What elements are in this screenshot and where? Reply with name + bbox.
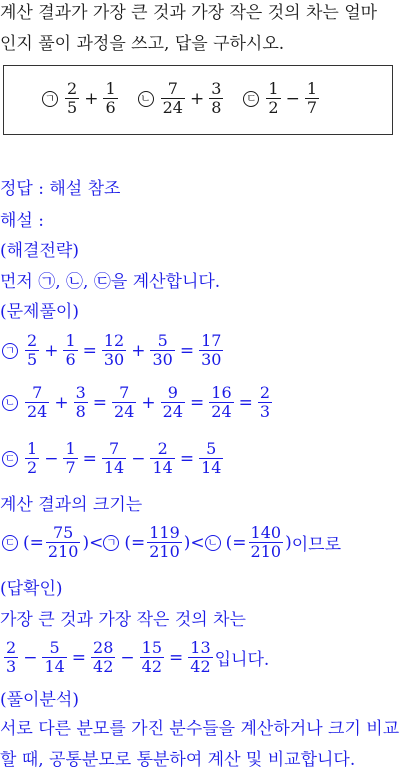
denominator: 6 [105, 98, 116, 117]
operator: + [44, 340, 59, 361]
fraction [25, 384, 49, 421]
denominator: 5 [67, 98, 78, 117]
size-text: 계산 결과의 크기는 [0, 495, 143, 515]
operator: + [131, 340, 146, 361]
operator: − [285, 88, 300, 109]
fraction [25, 440, 39, 477]
denominator: 3 [259, 402, 271, 421]
fraction [161, 80, 185, 117]
explain-label: 해설 : [0, 211, 44, 231]
analysis-heading: (풀이분석) [0, 690, 79, 710]
numerator: 28 [93, 638, 114, 657]
marker-icon: ㄴ [138, 91, 154, 107]
operator: = [179, 448, 195, 469]
analysis-line-1: 서로 다른 분모를 가진 분수들을 계산하거나 크기 비교 [0, 719, 400, 739]
fraction [65, 80, 79, 117]
fraction [199, 332, 223, 369]
numerator: 7 [167, 79, 178, 98]
operator: − [131, 448, 146, 469]
fraction [150, 332, 174, 369]
solve-heading: (문제풀이) [0, 302, 79, 322]
denominator: 210 [149, 542, 180, 561]
denominator: 24 [27, 402, 48, 421]
numerator: 2 [259, 383, 271, 402]
operator: + [189, 88, 205, 109]
marker-icon: ㄱ [103, 535, 119, 551]
numerator: 1 [306, 79, 318, 98]
marker-icon: ㄱ [2, 343, 18, 359]
operator: (= [124, 532, 146, 553]
fraction [209, 384, 233, 421]
operator: = [190, 392, 205, 413]
check-heading: (답확인) [0, 579, 63, 599]
numerator: 3 [211, 79, 222, 98]
operator: − [120, 647, 135, 668]
marker-icon: ㄴ [205, 535, 221, 551]
calc-row-b [2, 384, 274, 421]
operator: + [54, 392, 69, 413]
denominator: 24 [162, 98, 183, 117]
denominator: 210 [47, 542, 79, 561]
operator: = [92, 392, 108, 413]
numerator: 13 [190, 638, 211, 657]
operator: = [71, 647, 87, 668]
strategy-text: 먼저 ㉠, ㉡, ㉢을 계산합니다. [0, 272, 221, 292]
question-line-2: 인지 풀이 과정을 쓰고, 답을 구하시오. [0, 34, 285, 54]
numerator: 5 [49, 638, 60, 657]
calc-row-a [2, 332, 225, 369]
operator: )< [82, 532, 104, 553]
diff-row [2, 639, 269, 676]
operator: − [23, 647, 38, 668]
fraction [209, 80, 223, 117]
fraction [25, 332, 39, 369]
numerator: 1 [27, 439, 38, 458]
numerator: 2 [6, 638, 17, 657]
fraction [103, 80, 117, 117]
operator: (= [23, 532, 44, 553]
operator: = [179, 340, 195, 361]
numerator: 2 [67, 79, 78, 98]
denominator: 6 [65, 350, 76, 369]
fraction [305, 80, 319, 117]
operator: = [82, 448, 97, 469]
marker-icon: ㄷ [2, 535, 18, 551]
numerator: 12 [103, 331, 125, 350]
denominator: 8 [75, 402, 86, 421]
compare-suffix: 이므로 [291, 535, 342, 555]
numerator: 7 [119, 383, 130, 402]
operator: = [82, 340, 97, 361]
fraction [140, 639, 164, 676]
operator: − [44, 448, 59, 469]
operator: = [238, 392, 253, 413]
numerator: 1 [65, 331, 76, 350]
numerator: 119 [149, 523, 180, 542]
numerator: 1 [268, 79, 279, 98]
marker-icon: ㄱ [42, 91, 58, 107]
marker-icon: ㄷ [243, 91, 259, 107]
fraction [147, 524, 182, 561]
denominator: 14 [44, 657, 65, 676]
marker-icon: ㄴ [2, 395, 18, 411]
operator: (= [225, 532, 247, 553]
denominator: 24 [162, 402, 184, 421]
numerator: 7 [32, 383, 43, 402]
denominator: 3 [6, 657, 17, 676]
denominator: 7 [65, 458, 76, 477]
fraction [102, 332, 126, 369]
fraction [42, 639, 66, 676]
numerator: 140 [250, 523, 282, 542]
marker-icon: ㄷ [2, 451, 18, 467]
fraction [46, 524, 81, 561]
fraction [249, 524, 284, 561]
denominator: 30 [103, 350, 125, 369]
diff-suffix: 입니다. [214, 650, 270, 670]
numerator: 16 [211, 383, 232, 402]
question-line-1: 계산 결과가 가장 큰 것과 가장 작은 것의 차는 얼마 [0, 3, 378, 23]
operator: = [169, 647, 184, 668]
numerator: 5 [206, 439, 217, 458]
denominator: 42 [93, 657, 114, 676]
denominator: 7 [306, 98, 318, 117]
operator: )< [183, 532, 205, 553]
numerator: 2 [27, 331, 38, 350]
numerator: 5 [157, 331, 168, 350]
denominator: 210 [250, 542, 282, 561]
denominator: 42 [190, 657, 211, 676]
compare-row [2, 524, 341, 561]
denominator: 14 [152, 458, 173, 477]
strategy-heading: (해결전략) [0, 241, 79, 261]
numerator: 1 [65, 439, 76, 458]
denominator: 24 [114, 402, 135, 421]
fraction [266, 80, 280, 117]
denominator: 14 [103, 458, 125, 477]
fraction [112, 384, 136, 421]
denominator: 2 [268, 98, 279, 117]
fraction [4, 639, 18, 676]
operator: + [84, 88, 99, 109]
fraction [161, 384, 185, 421]
answer-label: 정답 : 해설 참조 [0, 179, 121, 199]
numerator: 7 [108, 439, 120, 458]
numerator: 1 [105, 79, 116, 98]
denominator: 2 [27, 458, 38, 477]
denominator: 14 [201, 458, 222, 477]
fraction [74, 384, 88, 421]
fraction [150, 440, 174, 477]
fraction [63, 440, 77, 477]
operator: + [141, 392, 156, 413]
fraction [91, 639, 115, 676]
denominator: 5 [27, 350, 38, 369]
numerator: 3 [75, 383, 86, 402]
numerator: 15 [141, 638, 163, 657]
numerator: 9 [167, 383, 178, 402]
check-text: 가장 큰 것과 가장 작은 것의 차는 [0, 610, 246, 630]
question-items [42, 80, 321, 117]
fraction [188, 639, 212, 676]
fraction [63, 332, 77, 369]
calc-row-c [2, 440, 225, 477]
numerator: 17 [201, 331, 222, 350]
denominator: 30 [152, 350, 173, 369]
operator: ) [285, 532, 292, 553]
denominator: 30 [201, 350, 222, 369]
denominator: 24 [211, 402, 232, 421]
numerator: 2 [157, 439, 168, 458]
fraction [258, 384, 272, 421]
question-box [3, 65, 393, 135]
numerator: 75 [52, 523, 74, 542]
fraction [199, 440, 223, 477]
fraction [102, 440, 126, 477]
denominator: 42 [141, 657, 163, 676]
analysis-line-2: 할 때, 공통분모로 통분하여 계산 및 비교합니다. [0, 750, 356, 770]
denominator: 8 [211, 98, 222, 117]
